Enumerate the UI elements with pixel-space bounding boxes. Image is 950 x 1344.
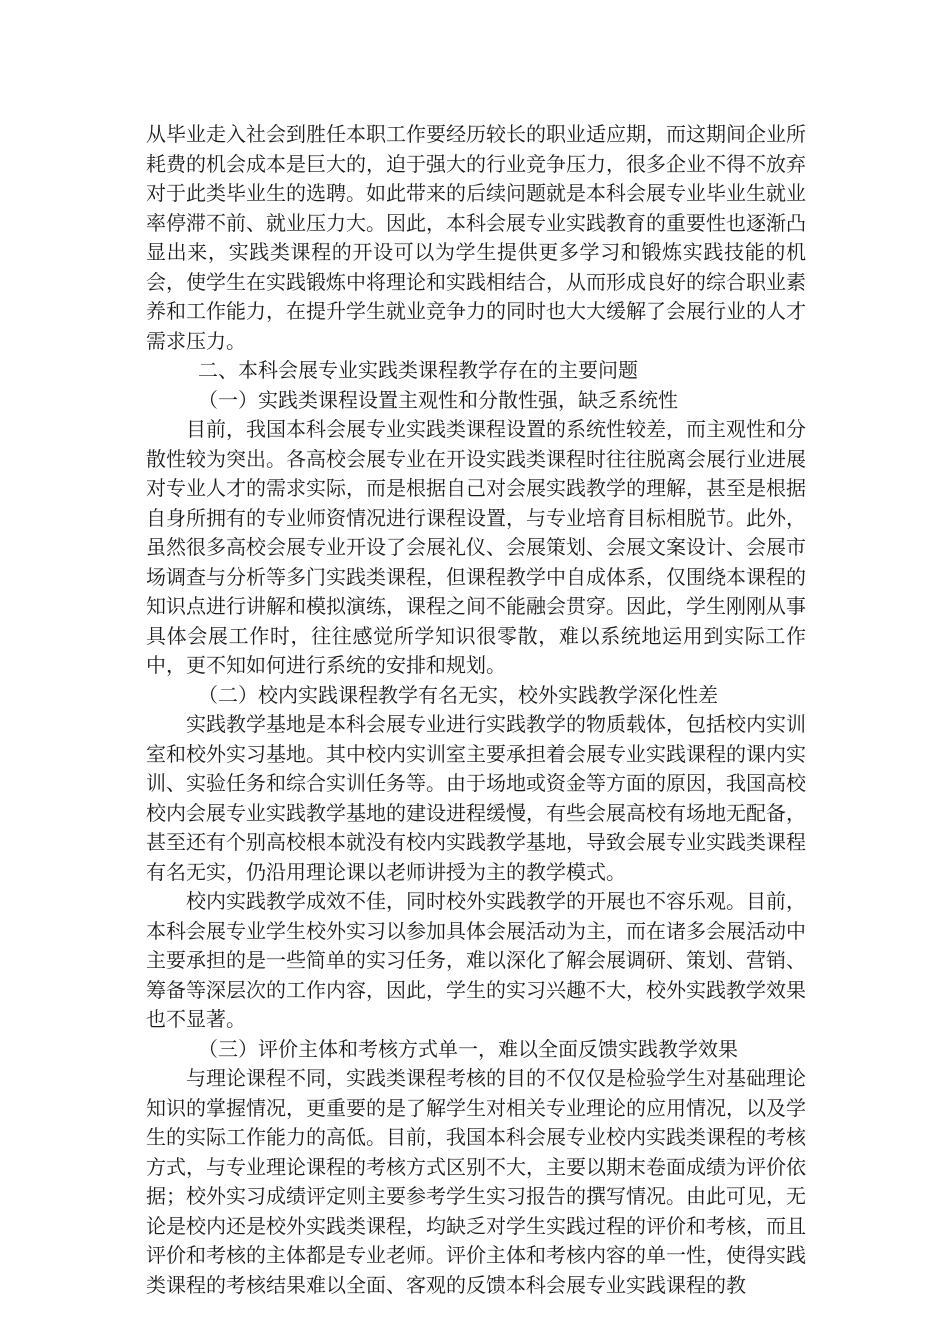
subsection-heading-2: （二）校内实践课程教学有名无实，校外实践教学深化性差 bbox=[198, 682, 718, 707]
paragraph-course-design: 目前，我国本科会展专业实践类课程设置的系统性较差，而主观性和分散性较为突出。各高校会展专业在开设实践类课程时往往脱离会展行业进展对专业人才的需求实际，而是根据自己对会展实践教学的理解，甚至是根据自身所拥有的专业师资情况进行课程设置，与专业培育目标相脱节。此外，虽然很多高校会展专业开设了会展礼仪、会展策划、会展文案设计、会展市场调查与分析等多门实践类课程，但课程教学中自成体系，仅围绕本课程的知识点进行讲解和模拟演练，课程之间不能融会贯穿。因此，学生刚刚从事具体会展工作时，往往感觉所学知识很零散，难以系统地运用到实际工作中，更不知如何进行系统的安排和规划。 bbox=[146, 417, 806, 677]
document-page bbox=[146, 120, 806, 1300]
subsection-heading-1: （一）实践类课程设置主观性和分散性强，缺乏系统性 bbox=[198, 387, 678, 412]
paragraph-assessment: 与理论课程不同，实践类课程考核的目的不仅仅是检验学生对基础理论知识的掌握情况，更重要的是了解学生对相关专业理论的应用情况，以及学生的实际工作能力的高低。目前，我国本科会展专业校内实践类课程的考核方式，与专业理论课程的考核方式区别不大，主要以期末卷面成绩为评价依据；校外实习成绩评定则主要参考学生实习报告的撰写情况。由此可见，无论是校内还是校外实践类课程，均缺乏对学生实践过程的评价和考核，而且评价和考核的主体都是专业老师。评价主体和考核内容的单一性，使得实践类课程的考核结果难以全面、客观的反馈本科会展专业实践课程的教 bbox=[146, 1066, 806, 1297]
paragraph-practice-base: 实践教学基地是本科会展专业进行实践教学的物质载体，包括校内实训室和校外实习基地。其中校内实训室主要承担着会展专业实践课程的课内实训、实验任务和综合实训任务等。由于场地或资金等方面的原因，我国高校校内会展专业实践教学基地的建设进程缓慢，有些会展高校有场地无配备，甚至还有个别高校根本就没有校内实践教学基地，导致会展专业实践类课程有名无实，仍沿用理论课以老师讲授为主的教学模式。 bbox=[146, 712, 806, 884]
paragraph-continuation: 从毕业走入社会到胜任本职工作要经历较长的职业适应期，而这期间企业所耗费的机会成本是巨大的，迫于强大的行业竞争压力，很多企业不得不放弃对于此类毕业生的选聘。如此带来的后续问题就是本科会展专业毕业生就业率停滞不前、就业压力大。因此，本科会展专业实践教育的重要性也逐渐凸显出来，实践类课程的开设可以为学生提供更多学习和锻炼实践技能的机会，使学生在实践锻炼中将理论和实践相结合，从而形成良好的综合职业素养和工作能力，在提升学生就业竞争力的同时也大大缓解了会展行业的人才需求压力。 bbox=[146, 122, 806, 353]
subsection-heading-3: （三）评价主体和考核方式单一，难以全面反馈实践教学效果 bbox=[198, 1036, 738, 1061]
section-heading: 二、本科会展专业实践类课程教学存在的主要问题 bbox=[198, 358, 638, 382]
paragraph-offcampus-practice: 校内实践教学成效不佳，同时校外实践教学的开展也不容乐观。目前，本科会展专业学生校外实习以参加具体会展活动为主，而在诸多会展活动中主要承担的是一些简单的实习任务，难以深化了解会展调研、策划、营销、筹备等深层次的工作内容，因此，学生的实习兴趣不大，校外实践教学效果也不显著。 bbox=[146, 889, 806, 1031]
